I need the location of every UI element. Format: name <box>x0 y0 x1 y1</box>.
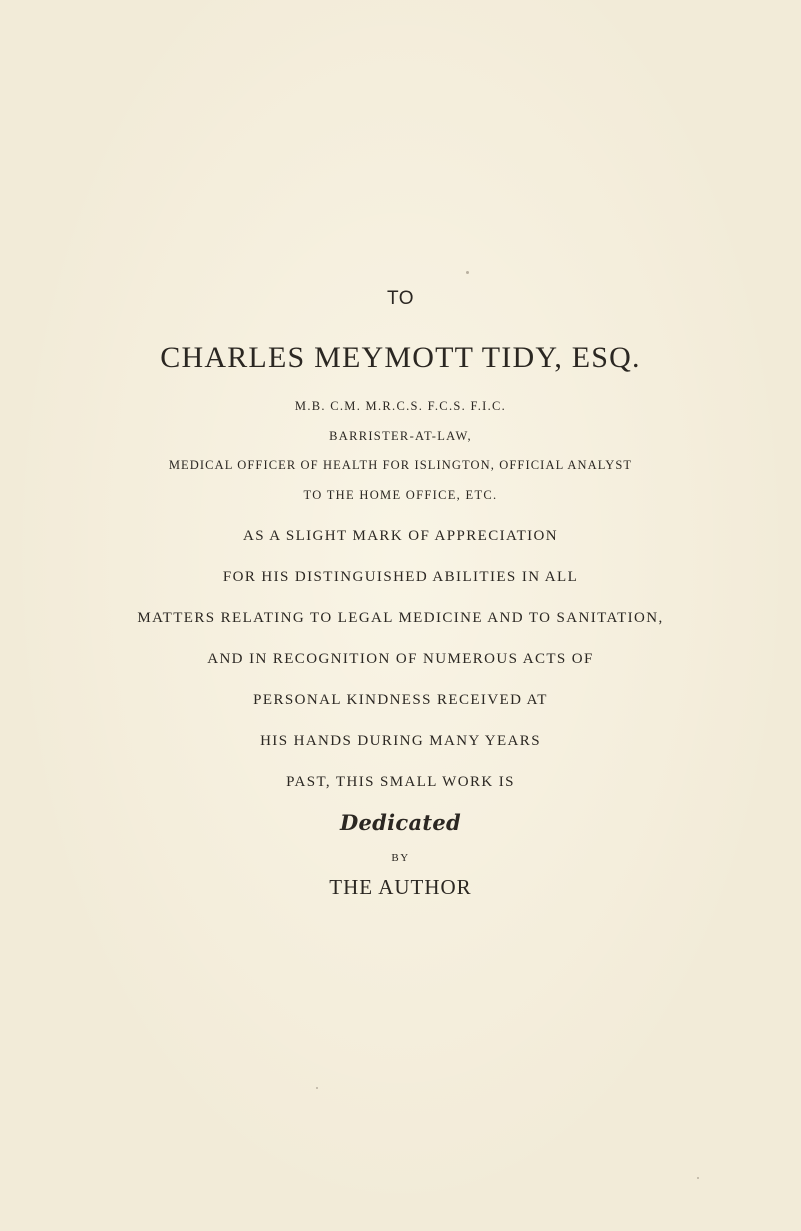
dedicatee-qualifications: M.B. C.M. M.R.C.S. F.C.S. F.I.C. <box>294 399 507 413</box>
dedication-line: HIS HANDS DURING MANY YEARS <box>260 733 541 749</box>
dedication-line: MATTERS RELATING TO LEGAL MEDICINE AND TO SANITATION, <box>137 610 664 626</box>
dedication-line: AND IN RECOGNITION OF NUMEROUS ACTS OF <box>207 651 594 667</box>
dedicated-word: Dedicated <box>339 810 462 835</box>
dedication-to: TO <box>386 288 415 309</box>
dedicatee-office-line-2: TO THE HOME OFFICE, ETC. <box>303 488 498 502</box>
dedicatee-name: CHARLES MEYMOTT TIDY, ESQ. <box>160 341 641 374</box>
dedication-line: AS A SLIGHT MARK OF APPRECIATION <box>243 528 558 544</box>
dedication-line: PERSONAL KINDNESS RECEIVED AT <box>253 692 548 708</box>
dedicatee-barrister: BARRISTER-AT-LAW, <box>329 429 472 443</box>
by-label: BY <box>391 852 410 864</box>
dedication-line: FOR HIS DISTINGUISHED ABILITIES IN ALL <box>222 569 579 585</box>
dedicatee-office-line-1: MEDICAL OFFICER OF HEALTH FOR ISLINGTON, OFFICIAL ANALYST <box>168 458 633 472</box>
paper-speck <box>316 1087 318 1089</box>
paper-speck <box>697 1177 699 1179</box>
paper-speck <box>466 271 469 274</box>
dedication-line: PAST, THIS SMALL WORK IS <box>286 774 515 790</box>
author-label: THE AUTHOR <box>329 875 472 899</box>
